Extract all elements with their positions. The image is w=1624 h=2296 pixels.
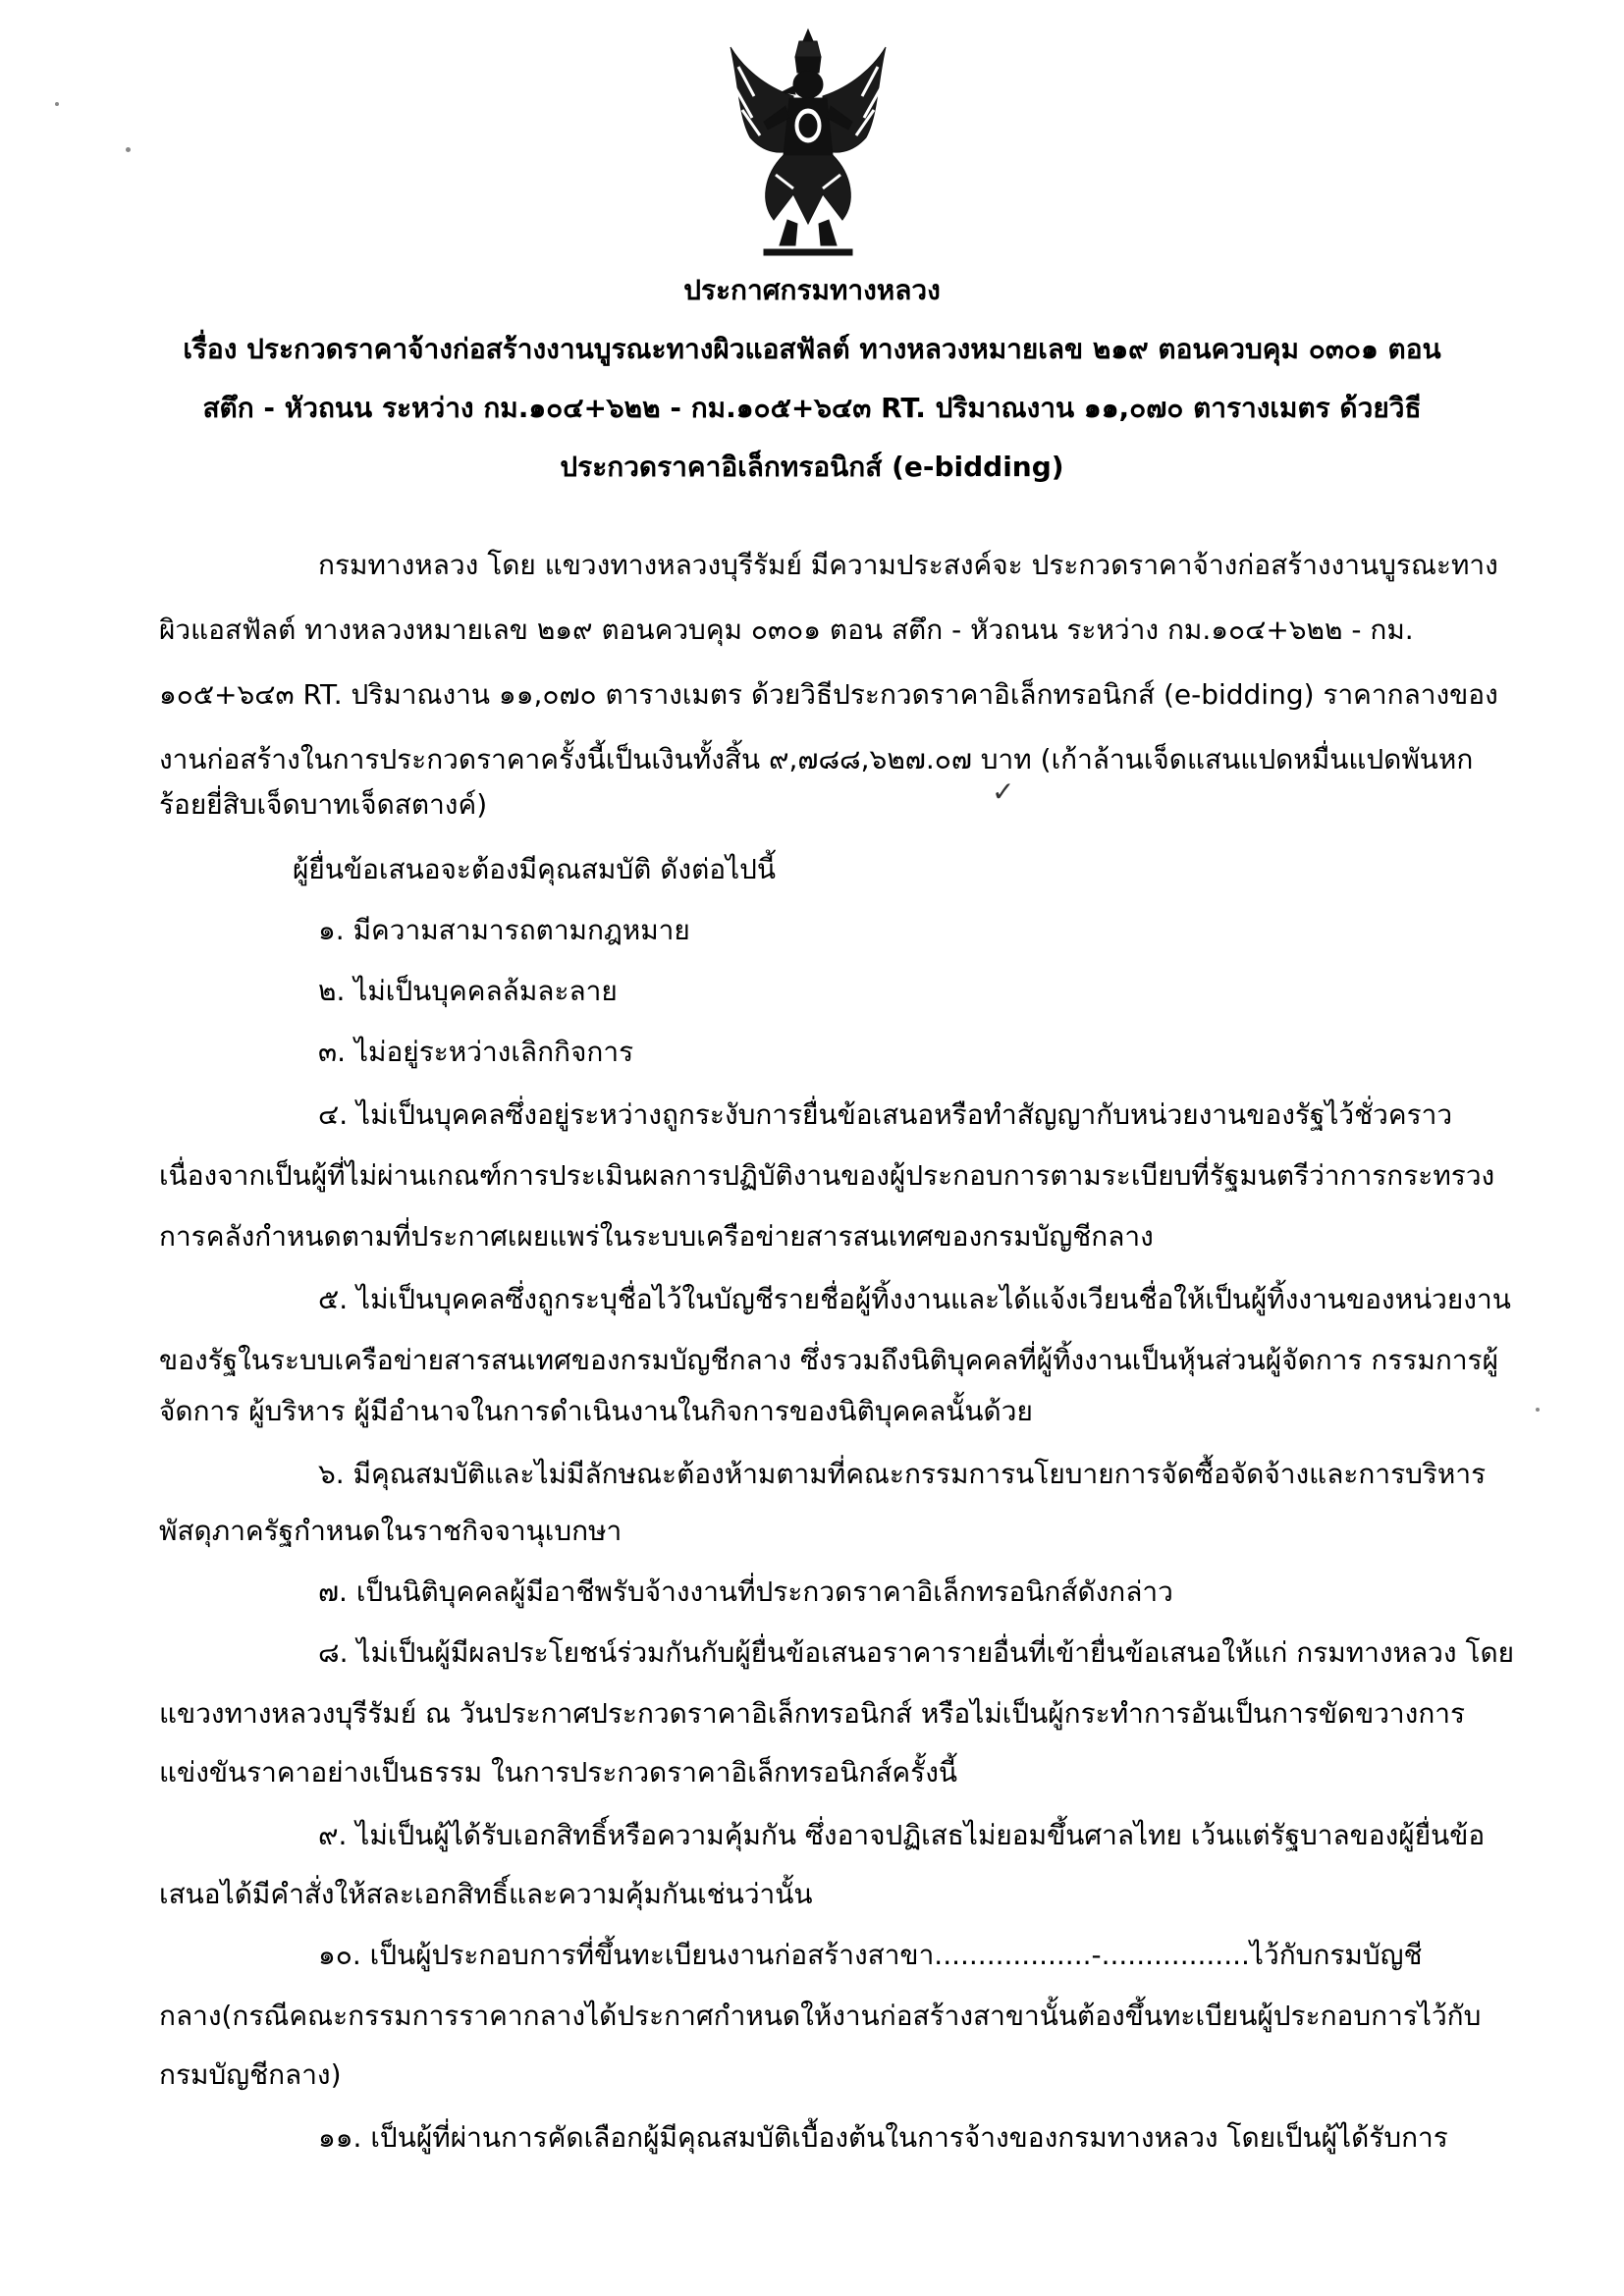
- scan-speck: [1536, 1408, 1540, 1412]
- qualification-item-continued: แข่งขันราคาอย่างเป็นธรรม ในการประกวดราคาอิเล็กทรอนิกส์ครั้งนี้: [159, 1756, 958, 1789]
- qualification-item-continued: พัสดุภาครัฐกำหนดในราชกิจจานุเบกษา: [159, 1515, 623, 1547]
- qualification-item-continued: กรมบัญชีกลาง): [159, 2058, 342, 2091]
- intro-line: ๑๐๕+๖๔๓ RT. ปริมาณงาน ๑๑,๐๗๐ ตารางเมตร ด้วยวิธีประกวดราคาอิเล็กทรอนิกส์ (e-bidding) ราคากลางของ: [159, 678, 1498, 711]
- qualification-item: ๑๑. เป็นผู้ที่ผ่านการคัดเลือกผู้มีคุณสมบัติเบื้องต้นในการจ้างของกรมทางหลวง โดยเป็นผู้ได้รับการ: [318, 2121, 1448, 2154]
- intro-line: กรมทางหลวง โดย แขวงทางหลวงบุรีรัมย์ มีความประสงค์จะ ประกวดราคาจ้างก่อสร้างงานบูรณะทาง: [318, 549, 1498, 581]
- qualification-item: ๗. เป็นนิติบุคคลผู้มีอาชีพรับจ้างงานที่ประกวดราคาอิเล็กทรอนิกส์ดังกล่าว: [318, 1575, 1173, 1608]
- scan-speck: [126, 147, 131, 152]
- announcement-organization: ประกาศกรมทางหลวง: [683, 274, 941, 306]
- qualification-item: ๑. มีความสามารถตามกฎหมาย: [318, 914, 690, 946]
- intro-line: งานก่อสร้างในการประกวดราคาครั้งนี้เป็นเงินทั้งสิ้น ๙,๗๘๘,๖๒๗.๐๗ บาท (เก้าล้านเจ็ดแสนแปดหมื่นแปดพันหก: [159, 743, 1474, 775]
- subject-line: เรื่อง ประกวดราคาจ้างก่อสร้างงานบูรณะทางผิวแอสฟัลต์ ทางหลวงหมายเลข ๒๑๙ ตอนควบคุม ๐๓๐๑ ตอน: [183, 333, 1441, 365]
- qualification-item-continued: จัดการ ผู้บริหาร ผู้มีอำนาจในการดำเนินงานในกิจการของนิติบุคคลนั้นด้วย: [159, 1395, 1033, 1427]
- qualification-item: ๖. มีคุณสมบัติและไม่มีลักษณะต้องห้ามตามที่คณะกรรมการนโยบายการจัดซื้อจัดจ้างและการบริหาร: [318, 1458, 1487, 1490]
- qualification-item: ๔. ไม่เป็นบุคคลซึ่งอยู่ระหว่างถูกระงับการยื่นข้อเสนอหรือทำสัญญากับหน่วยงานของรัฐไว้ชั่วคราว: [318, 1098, 1453, 1131]
- qualification-item-continued: การคลังกำหนดตามที่ประกาศเผยแพร่ในระบบเครือข่ายสารสนเทศของกรมบัญชีกลาง: [159, 1220, 1154, 1253]
- qualification-item-continued: กลาง(กรณีคณะกรรมการราคากลางได้ประกาศกำหนดให้งานก่อสร้างสาขานั้นต้องขึ้นทะเบียนผู้ประกอบการไว้กับ: [159, 2000, 1482, 2032]
- pen-check-mark: ✓: [992, 775, 1015, 808]
- qualification-item: ๕. ไม่เป็นบุคคลซึ่งถูกระบุชื่อไว้ในบัญชีรายชื่อผู้ทิ้งงานและได้แจ้งเวียนชื่อให้เป็นผู้ทิ้งงานของหน่วยงาน: [318, 1283, 1511, 1315]
- qualification-item-continued: เนื่องจากเป็นผู้ที่ไม่ผ่านเกณฑ์การประเมินผลการปฏิบัติงานของผู้ประกอบการตามระเบียบที่รัฐมนตรีว่าการกระทรวง: [159, 1159, 1495, 1192]
- subject-line: สตึก - หัวถนน ระหว่าง กม.๑๐๔+๖๒๒ - กม.๑๐๕+๖๔๓ RT. ปริมาณงาน ๑๑,๐๗๐ ตารางเมตร ด้วยวิธี: [202, 392, 1422, 424]
- qualification-item: ๑๐. เป็นผู้ประกอบการที่ขึ้นทะเบียนงานก่อสร้างสาขา..................-.................ไว้กับกรมบัญชี: [318, 1939, 1423, 1971]
- qualification-item: ๓. ไม่อยู่ระหว่างเลิกกิจการ: [318, 1036, 634, 1068]
- qualification-item: ๘. ไม่เป็นผู้มีผลประโยชน์ร่วมกันกับผู้ยื่นข้อเสนอราคารายอื่นที่เข้ายื่นข้อเสนอให้แก่ กรมทางหลวง โดย: [318, 1636, 1515, 1669]
- qualification-item: ๒. ไม่เป็นบุคคลล้มละลาย: [318, 975, 618, 1007]
- qualification-item-continued: ของรัฐในระบบเครือข่ายสารสนเทศของกรมบัญชีกลาง ซึ่งรวมถึงนิติบุคคลที่ผู้ทิ้งงานเป็นหุ้นส่วนผู้จัดการ กรรมการผู้: [159, 1344, 1499, 1376]
- subject-line: ประกวดราคาอิเล็กทรอนิกส์ (e-bidding): [560, 451, 1064, 483]
- intro-line: ร้อยยี่สิบเจ็ดบาทเจ็ดสตางค์): [159, 788, 488, 821]
- qualification-item-continued: เสนอได้มีคำสั่งให้สละเอกสิทธิ์และความคุ้มกันเช่นว่านั้น: [159, 1878, 813, 1910]
- garuda-emblem-icon: [725, 27, 892, 258]
- qualifications-heading: ผู้ยื่นข้อเสนอจะต้องมีคุณสมบัติ ดังต่อไปนี้: [293, 853, 777, 885]
- scan-speck: [55, 102, 59, 106]
- qualification-item-continued: แขวงทางหลวงบุรีรัมย์ ณ วันประกาศประกวดราคาอิเล็กทรอนิกส์ หรือไม่เป็นผู้กระทำการอันเป็นการขัดขวางการ: [159, 1697, 1466, 1730]
- intro-line: ผิวแอสฟัลต์ ทางหลวงหมายเลข ๒๑๙ ตอนควบคุม ๐๓๐๑ ตอน สตึก - หัวถนน ระหว่าง กม.๑๐๔+๖๒๒ - กม.: [159, 614, 1414, 646]
- qualification-item: ๙. ไม่เป็นผู้ได้รับเอกสิทธิ์หรือความคุ้มกัน ซึ่งอาจปฏิเสธไม่ยอมขึ้นศาลไทย เว้นแต่รัฐบาลของผู้ยื่นข้อ: [318, 1819, 1486, 1851]
- announcement-subject: [147, 320, 1477, 497]
